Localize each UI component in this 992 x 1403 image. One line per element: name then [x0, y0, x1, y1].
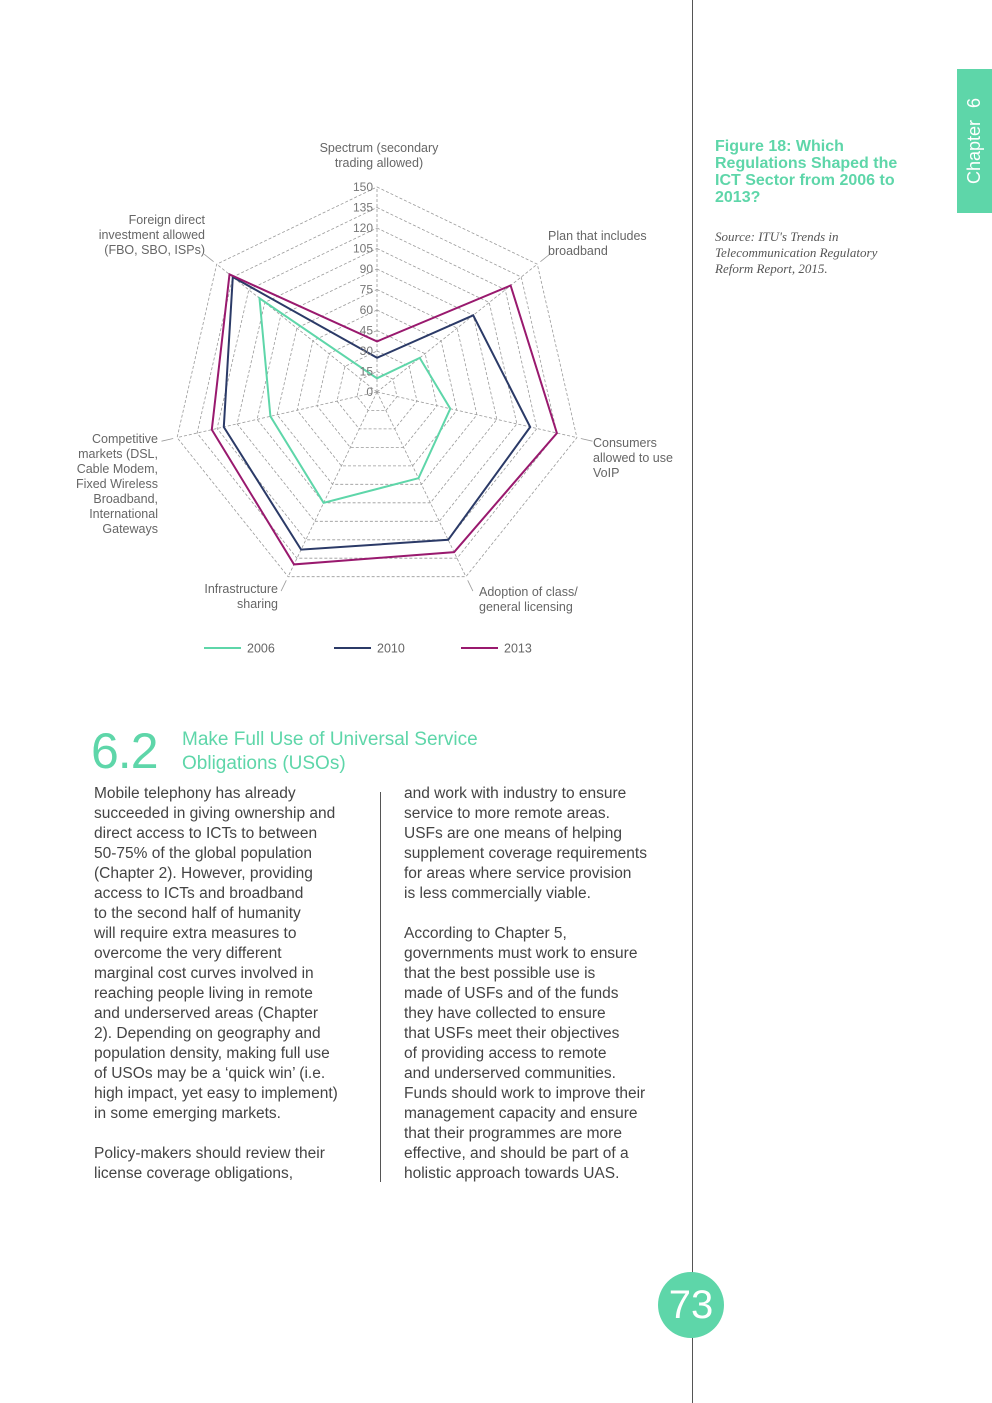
chapter-tab	[957, 69, 992, 213]
tick-label: 30	[359, 344, 373, 358]
chart-legend	[204, 642, 532, 656]
axis-label: Competitive markets (DSL, Cable Modem, Fixed Wireless Broadband, International Gateways	[76, 432, 158, 536]
axis-label: Adoption of class/ general licensing	[479, 585, 578, 614]
axis-leader-line	[162, 439, 174, 442]
tick-label: 60	[359, 303, 373, 317]
legend-label-2006: 2006	[247, 641, 275, 656]
page-number-badge	[658, 1272, 724, 1338]
tick-label: 15	[359, 364, 373, 379]
series-2013-line	[212, 274, 557, 564]
chapter-tab-text	[957, 69, 992, 213]
tick-label: 45	[359, 323, 373, 338]
section-title: Make Full Use of Universal Service Obligations (USOs)	[182, 729, 478, 774]
body-text-right-column: and work with industry to ensure service to more remote areas. USFs are one means of helping supplement coverage requirements for areas where service provision is less commercially viable. According to Chapter 5, governments must work to ensure that the best possible use is made of USFs and of the funds they have collected to ensure that USFs meet their objectives of providing access to remote and underserved communities. Funds should work to improve their management capacity and ensure that their programmes are more effective, and should be part of a holistic approach towards UAS.	[404, 785, 647, 1182]
body-text-left-column: Mobile telephony has already succeeded in giving ownership and direct access to ICTs to between 50-75% of the global population (Chapter 2). However, providing access to ICTs and broadband to the second half of humanity will require extra measures to overcome the very different marginal cost curves involved in reaching people living in remote and underserved areas (Chapter 2). Depending on geography and population density, making full use of USOs may be a ‘quick win’ (i.e. high impact, yet easy to implement) in some emerging markets. Policy-makers should review their license coverage obligations,	[94, 785, 338, 1182]
grid-spoke	[217, 264, 377, 392]
axis-label: Infrastructure sharing	[204, 582, 278, 611]
axis-leader-line	[581, 439, 593, 442]
tick-label: 0	[366, 385, 373, 399]
page-number: 73	[668, 1283, 714, 1327]
figure-source: Source: ITU's Trends in Telecommunication Regulatory Reform Report, 2015.	[715, 229, 878, 276]
chapter-label: Chapter	[964, 119, 984, 185]
axis-label: Consumers allowed to use VoIP	[593, 436, 673, 480]
tick-label: 120	[352, 221, 373, 235]
chapter-number: 6	[964, 97, 984, 108]
tick-label: 105	[352, 241, 373, 256]
axis-label: Foreign direct investment allowed (FBO, SBO, ISPs)	[98, 213, 205, 257]
tick-label: 150	[352, 180, 373, 194]
radar-series	[212, 274, 557, 564]
grid-spoke	[177, 392, 377, 438]
axis-leader-line	[281, 580, 286, 591]
radar-chart	[0, 130, 690, 670]
section-number: 6.2	[91, 723, 158, 779]
column-divider	[380, 792, 381, 1182]
page-divider-line	[692, 0, 693, 1403]
tick-label: 75	[359, 282, 373, 297]
radar-tick-labels	[353, 180, 373, 399]
tick-label: 135	[352, 200, 373, 215]
axis-label: Spectrum (secondary trading allowed)	[319, 141, 439, 170]
axis-label: Plan that includes broadband	[548, 229, 647, 258]
axis-leader-line	[468, 580, 473, 591]
legend-label-2010: 2010	[377, 641, 405, 656]
grid-ring	[317, 331, 437, 448]
tick-label: 90	[359, 262, 373, 276]
legend-label-2013: 2013	[504, 641, 532, 656]
grid-spoke	[377, 264, 537, 392]
series-2006-line	[260, 298, 451, 503]
figure-title: Figure 18: Which Regulations Shaped the ICT Sector from 2006 to 2013?	[715, 138, 898, 206]
axis-leader-line	[204, 254, 213, 262]
